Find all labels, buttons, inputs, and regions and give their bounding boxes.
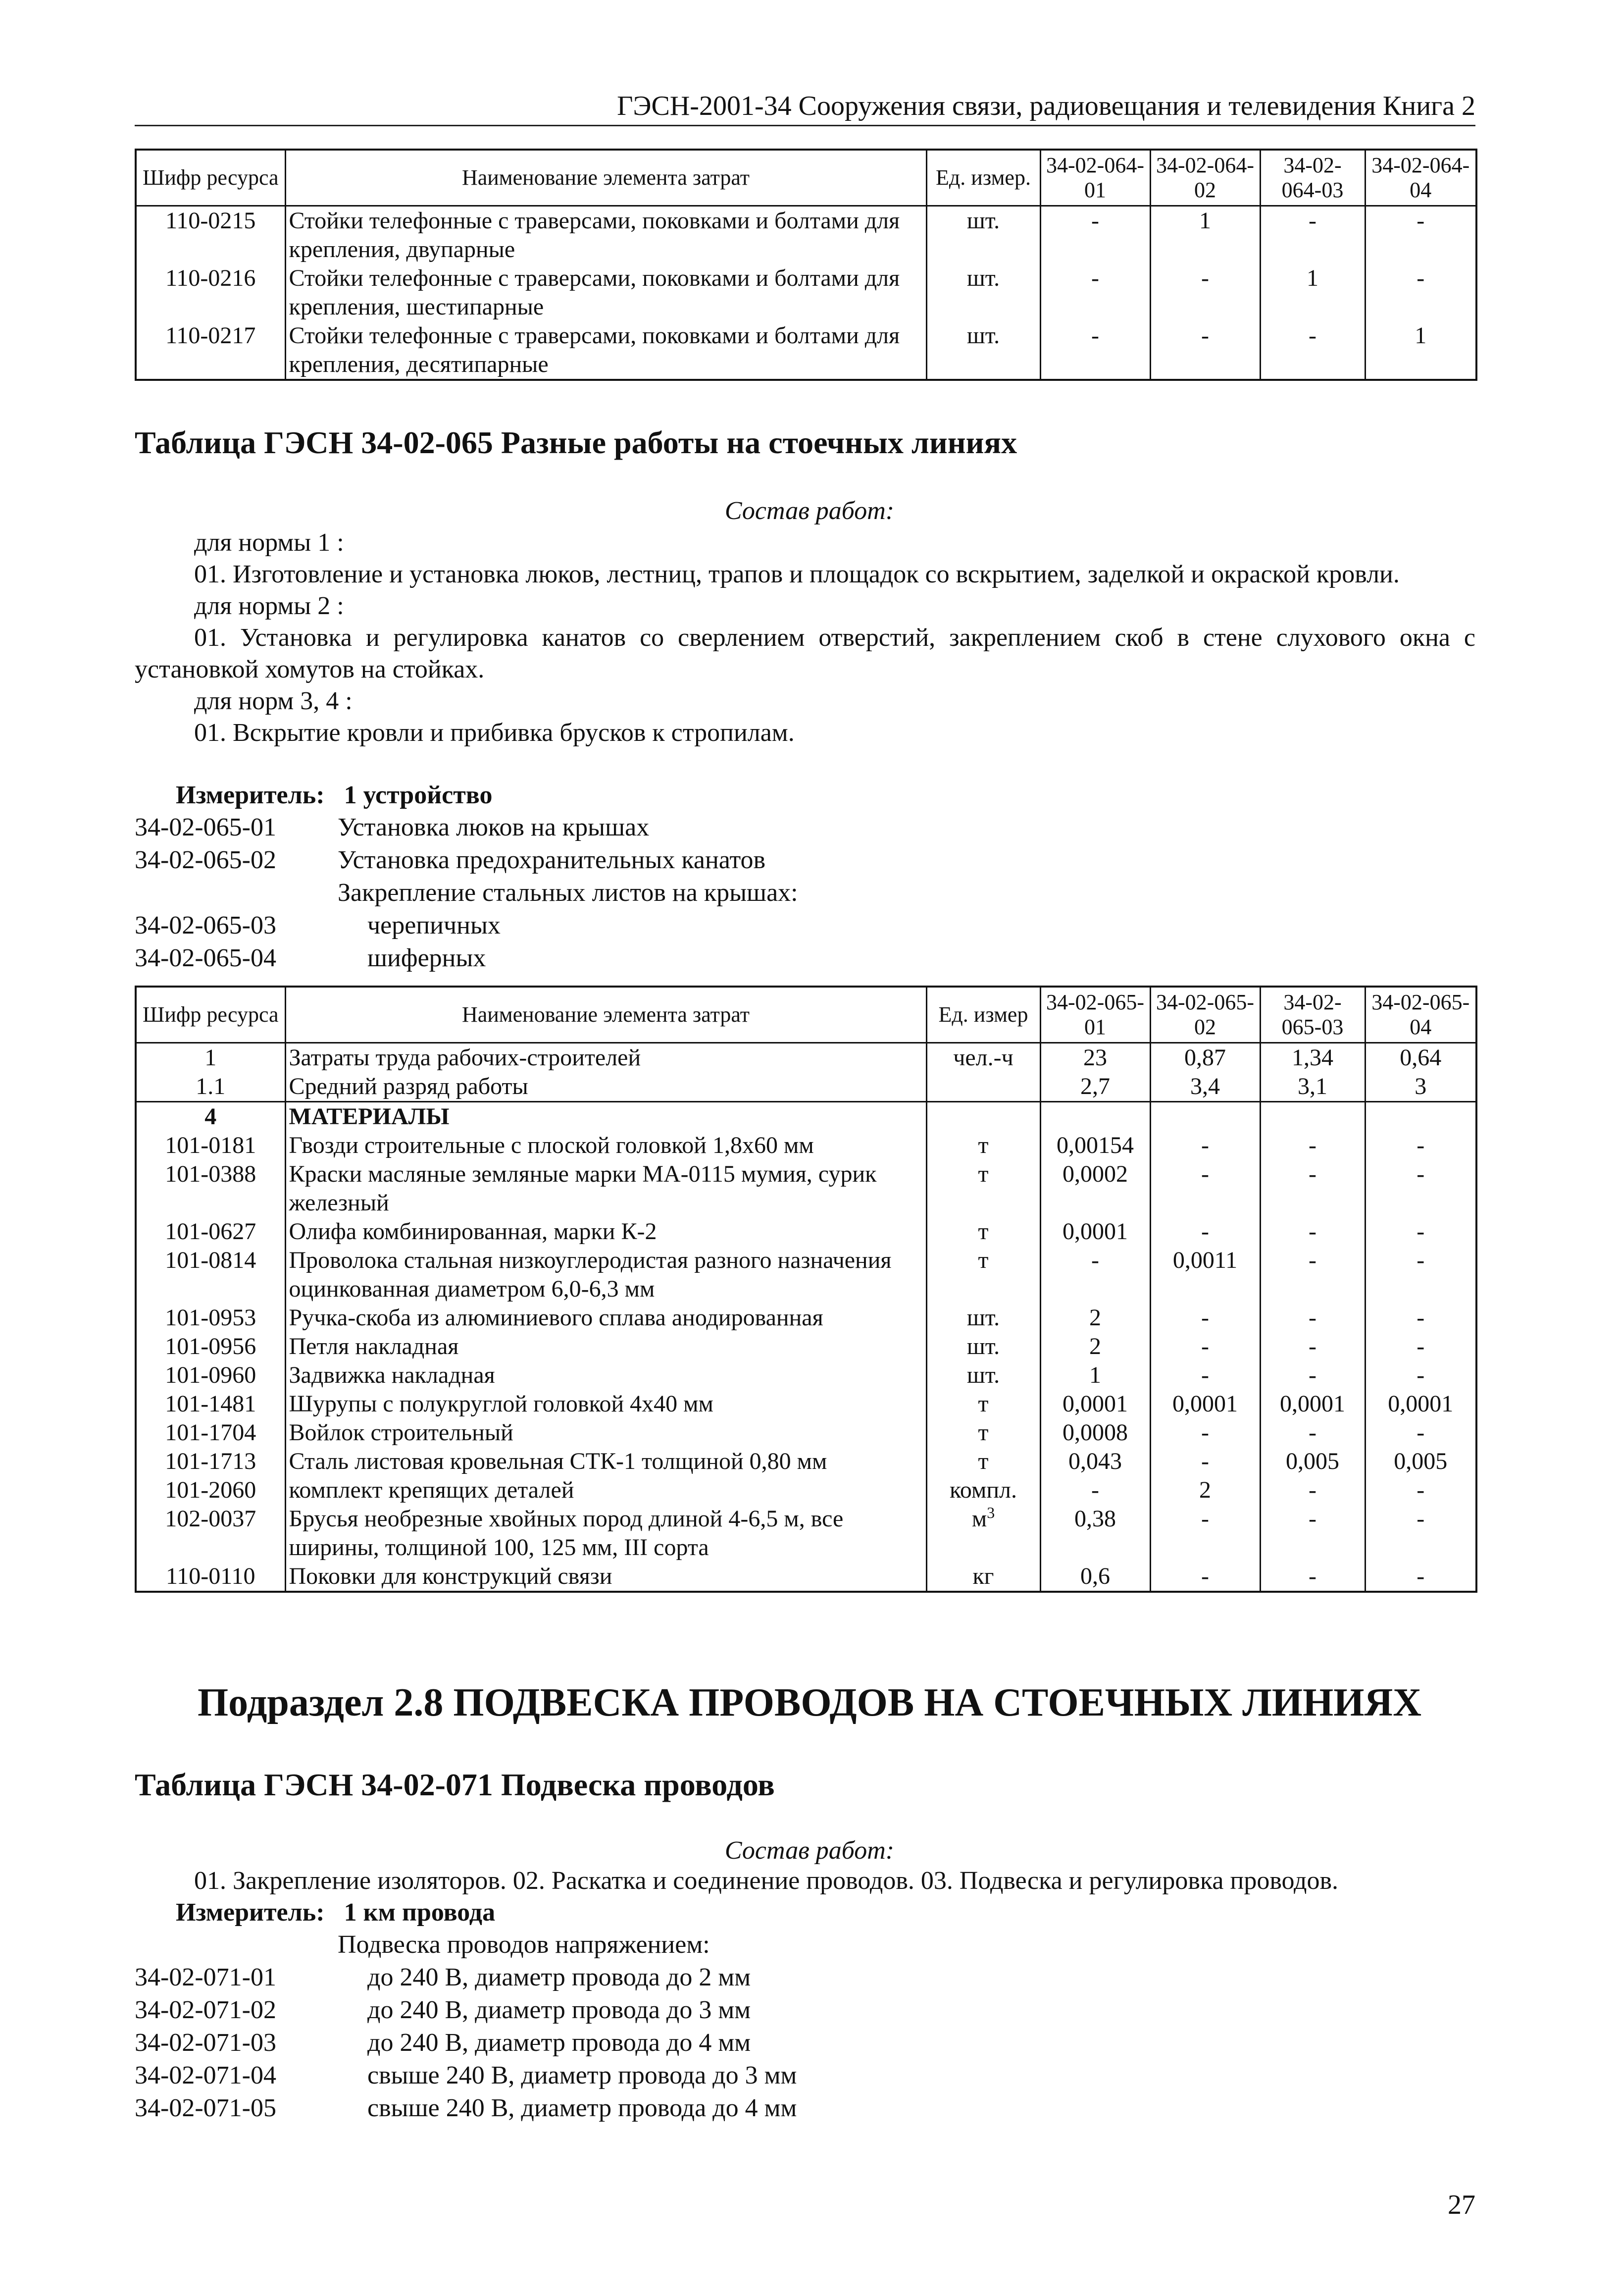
unit-cell: т [926, 1246, 1040, 1304]
table-row [136, 1043, 1476, 1073]
norm-4-value-cell: - [1365, 1217, 1476, 1246]
cost-element-cell: Войлок строительный [285, 1418, 926, 1447]
norm-4-value-cell: 0,0001 [1365, 1390, 1476, 1418]
list-intro-text: Подвеска проводов напряжением: [338, 1931, 710, 1959]
norm-4-value-cell: 1 [1365, 321, 1476, 380]
list-intro [135, 1929, 797, 1961]
list-item [135, 2092, 797, 2125]
unit-cell: шт. [926, 1304, 1040, 1332]
norm-3-value-cell: 1,34 [1260, 1043, 1365, 1073]
norm-3-value-cell: 3,1 [1260, 1072, 1365, 1102]
norm-3-value-cell: - [1260, 1505, 1365, 1562]
col-header-name: Наименование элемента затрат [285, 150, 926, 206]
norm-1-value-cell: 0,0001 [1040, 1390, 1150, 1418]
norm-2-value-cell [1150, 1102, 1260, 1132]
norm34-label: для норм 3, 4 : [194, 687, 353, 715]
table-row [136, 206, 1476, 264]
subsection-title: Подраздел 2.8 ПОДВЕСКА ПРОВОДОВ НА СТОЕЧНЫХ ЛИНИЯХ [197, 1681, 1422, 1724]
norm-code [135, 877, 338, 909]
measure-label-071: Измеритель: [176, 1898, 325, 1927]
col-header-norm-4: 34-02-065-04 [1365, 987, 1476, 1043]
resource-code-cell: 4 [136, 1102, 285, 1132]
resource-code-cell: 101-0181 [136, 1131, 285, 1160]
norm-3-value-cell: 0,0001 [1260, 1390, 1365, 1418]
norm-2-value-cell: 1 [1150, 206, 1260, 264]
norm1-text: 01. Изготовление и установка люков, лестниц, трапов и площадок со вскрытием, заделкой и окраской кровли. [194, 560, 1400, 588]
unit-cell: т [926, 1217, 1040, 1246]
norm-code: 34-02-065-02 [135, 846, 276, 874]
norm-code: 34-02-071-05 [135, 2094, 276, 2122]
table-row [136, 1217, 1476, 1246]
norm-text: шиферных [367, 944, 486, 972]
table-row [136, 1361, 1476, 1390]
unit-cell [926, 1072, 1040, 1102]
norm-4-value-cell: - [1365, 1246, 1476, 1304]
col-header-norm-2: 34-02-064-02 [1150, 150, 1260, 206]
unit-cell: т [926, 1418, 1040, 1447]
norm-1-value-cell: 0,00154 [1040, 1131, 1150, 1160]
unit-cell: т [926, 1390, 1040, 1418]
cost-element-cell: Ручка-скоба из алюминиевого сплава анодированная [285, 1304, 926, 1332]
resource-code-cell: 101-2060 [136, 1476, 285, 1505]
list-item [135, 1994, 797, 2027]
resource-code-cell: 101-0814 [136, 1246, 285, 1304]
norm34-text: 01. Вскрытие кровли и прибивка брусков к стропилам. [194, 719, 795, 747]
cost-element-cell: Олифа комбинированная, марки К-2 [285, 1217, 926, 1246]
norm-text: до 240 В, диаметр провода до 4 мм [367, 2029, 751, 2057]
norm-text: до 240 В, диаметр провода до 2 мм [367, 1963, 751, 1991]
composition-text-071: 01. Закрепление изоляторов. 02. Раскатка и соединение проводов. 03. Подвеска и регулировка проводов. [194, 1867, 1339, 1895]
resource-code-cell: 101-1704 [136, 1418, 285, 1447]
measure-065 [176, 780, 493, 811]
norm-1-value-cell: 0,6 [1040, 1562, 1150, 1592]
list-item [135, 877, 798, 909]
table-row [136, 1072, 1476, 1102]
norm-4-value-cell: - [1365, 206, 1476, 264]
norm-list-071 [135, 1929, 797, 2125]
table-065 [135, 986, 1477, 1593]
cost-element-cell: комплект крепящих деталей [285, 1476, 926, 1505]
resource-code-cell: 1 [136, 1043, 285, 1073]
norm-1-value-cell [1040, 1102, 1150, 1132]
norm-1-value-cell: - [1040, 321, 1150, 380]
cost-element-cell: Брусья необрезные хвойных пород длиной 4-6,5 м, все ширины, толщиной 100, 125 мм, III сорта [285, 1505, 926, 1562]
measure-value-065: 1 устройство [344, 781, 493, 809]
norm-2-value-cell: - [1150, 1562, 1260, 1592]
running-header: ГЭСН-2001-34 Сооружения связи, радиовещания и телевидения Книга 2 [135, 89, 1475, 126]
unit-cell: шт. [926, 1361, 1040, 1390]
norm-4-value-cell: - [1365, 1332, 1476, 1361]
norm-2-value-cell: - [1150, 1447, 1260, 1476]
table-row [136, 1131, 1476, 1160]
norm-2-value-cell: - [1150, 1160, 1260, 1217]
norm-2-value-cell: - [1150, 1332, 1260, 1361]
norm-1-value-cell: 2 [1040, 1304, 1150, 1332]
measure-071 [176, 1897, 495, 1929]
norm-code: 34-02-071-03 [135, 2029, 276, 2057]
composition-label-071: Состав работ: [724, 1836, 895, 1865]
norm-3-value-cell: - [1260, 1332, 1365, 1361]
resource-code-cell: 102-0037 [136, 1505, 285, 1562]
norm-4-value-cell: - [1365, 1476, 1476, 1505]
resource-code-cell: 101-0627 [136, 1217, 285, 1246]
col-header-code: Шифр ресурса [136, 150, 285, 206]
table-row [136, 1246, 1476, 1304]
norm2-label: для нормы 2 : [194, 592, 344, 620]
resource-code-cell: 101-0388 [136, 1160, 285, 1217]
norm-3-value-cell: - [1260, 1418, 1365, 1447]
col-header-norm-4: 34-02-064-04 [1365, 150, 1476, 206]
cost-element-cell: Сталь листовая кровельная СТК-1 толщиной 0,80 мм [285, 1447, 926, 1476]
table-row [136, 321, 1476, 380]
norm-text: до 240 В, диаметр провода до 3 мм [367, 1996, 751, 2024]
norm-4-value-cell: - [1365, 1418, 1476, 1447]
norm-1-value-cell: - [1040, 1246, 1150, 1304]
table-row [136, 1390, 1476, 1418]
norm-4-value-cell: - [1365, 1361, 1476, 1390]
norm-1-value-cell: 0,0001 [1040, 1217, 1150, 1246]
col-header-norm-1: 34-02-065-01 [1040, 987, 1150, 1043]
col-header-unit: Ед. измер [926, 987, 1040, 1043]
unit-cell: шт. [926, 321, 1040, 380]
resource-code-cell: 110-0110 [136, 1562, 285, 1592]
resource-code-cell: 1.1 [136, 1072, 285, 1102]
norm-4-value-cell: 0,64 [1365, 1043, 1476, 1073]
norm-2-value-cell: - [1150, 1131, 1260, 1160]
cost-element-cell: Затраты труда рабочих-строителей [285, 1043, 926, 1073]
resource-code-cell: 110-0216 [136, 264, 285, 321]
norm-4-value-cell: - [1365, 1131, 1476, 1160]
list-item [135, 909, 798, 942]
unit-superscript: 3 [987, 1504, 995, 1521]
col-header-norm-3: 34-02-065-03 [1260, 987, 1365, 1043]
norm-2-value-cell: - [1150, 1418, 1260, 1447]
table-row [136, 1102, 1476, 1132]
norm-2-value-cell: 0,0001 [1150, 1390, 1260, 1418]
table-row [136, 1418, 1476, 1447]
cost-element-cell: Петля накладная [285, 1332, 926, 1361]
cost-element-cell: Гвозди строительные с плоской головкой 1,8x60 мм [285, 1131, 926, 1160]
norm-text: Установка предохранительных канатов [338, 846, 766, 874]
col-header-unit: Ед. измер. [926, 150, 1040, 206]
unit-cell: т [926, 1447, 1040, 1476]
table-071-title: Таблица ГЭСН 34-02-071 Подвеска проводов [135, 1767, 775, 1802]
resource-code-cell: 101-0960 [136, 1361, 285, 1390]
norm-4-value-cell: - [1365, 1505, 1476, 1562]
list-item [135, 844, 798, 877]
norm-4-value-cell [1365, 1102, 1476, 1132]
table-065-title: Таблица ГЭСН 34-02-065 Разные работы на стоечных линиях [135, 425, 1017, 460]
cost-element-cell: Задвижка накладная [285, 1361, 926, 1390]
cost-element-cell: Стойки телефонные с траверсами, поковками и болтами для крепления, шестипарные [285, 264, 926, 321]
list-item [135, 811, 798, 844]
norm-2-value-cell: - [1150, 1304, 1260, 1332]
unit-cell: компл. [926, 1476, 1040, 1505]
table-row [136, 1332, 1476, 1361]
cost-element-cell: Проволока стальная низкоуглеродистая разного назначения оцинкованная диаметром 6,0-6,3 мм [285, 1246, 926, 1304]
norm1-label: для нормы 1 : [194, 528, 344, 557]
norm-1-value-cell: - [1040, 1476, 1150, 1505]
resource-code-cell: 101-1713 [136, 1447, 285, 1476]
norm-text: Установка люков на крышах [338, 813, 650, 841]
norm-code: 34-02-065-03 [135, 911, 276, 939]
norm-3-value-cell: - [1260, 1217, 1365, 1246]
norm-1-value-cell: - [1040, 206, 1150, 264]
table-row [136, 1160, 1476, 1217]
norm-code: 34-02-071-02 [135, 1996, 276, 2024]
norm-1-value-cell: - [1040, 264, 1150, 321]
norm-4-value-cell: 3 [1365, 1072, 1476, 1102]
norm-code: 34-02-071-01 [135, 1963, 276, 1991]
composition-label-065: Состав работ: [724, 497, 895, 525]
table-row [136, 1304, 1476, 1332]
table-row [136, 264, 1476, 321]
norm-4-value-cell: - [1365, 264, 1476, 321]
norm-1-value-cell: 23 [1040, 1043, 1150, 1073]
norm-4-value-cell: 0,005 [1365, 1447, 1476, 1476]
resource-code-cell: 110-0217 [136, 321, 285, 380]
list-item [135, 2059, 797, 2092]
norm-4-value-cell: - [1365, 1160, 1476, 1217]
norm-2-value-cell: 3,4 [1150, 1072, 1260, 1102]
measure-label-065: Измеритель: [176, 781, 325, 809]
norm-2-value-cell: - [1150, 264, 1260, 321]
page-number: 27 [1448, 2190, 1475, 2220]
unit-cell: $м^3$ [926, 1505, 1040, 1562]
norm-3-value-cell: 1 [1260, 264, 1365, 321]
measure-value-071: 1 км провода [344, 1898, 496, 1927]
list-item [135, 942, 798, 975]
norm-3-value-cell: - [1260, 1131, 1365, 1160]
norm-3-value-cell: - [1260, 1246, 1365, 1304]
norm-3-value-cell: - [1260, 206, 1365, 264]
norm-3-value-cell: - [1260, 1304, 1365, 1332]
norm-list-065 [135, 811, 798, 975]
unit-cell: т [926, 1160, 1040, 1217]
col-header-norm-2: 34-02-065-02 [1150, 987, 1260, 1043]
unit-cell: чел.-ч [926, 1043, 1040, 1073]
norm-2-value-cell: - [1150, 1361, 1260, 1390]
table-row [136, 1505, 1476, 1562]
cost-element-cell: МАТЕРИАЛЫ [285, 1102, 926, 1132]
norm-1-value-cell: 0,043 [1040, 1447, 1150, 1476]
resource-code-cell: 101-0956 [136, 1332, 285, 1361]
norm-2-value-cell: 0,0011 [1150, 1246, 1260, 1304]
table-064-continuation [135, 149, 1477, 381]
norm-text: свыше 240 В, диаметр провода до 4 мм [367, 2094, 797, 2122]
col-header-norm-3: 34-02-064-03 [1260, 150, 1365, 206]
cost-element-cell: Стойки телефонные с траверсами, поковками и болтами для крепления, десятипарные [285, 321, 926, 380]
table-row [136, 1476, 1476, 1505]
unit-cell: кг [926, 1562, 1040, 1592]
norm2-text: 01. Установка и регулировка канатов со сверлением отверстий, закреплением скоб в стене слухового окна с установкой хомутов на стойках. [135, 624, 1475, 683]
norm-2-value-cell: 0,87 [1150, 1043, 1260, 1073]
col-header-norm-1: 34-02-064-01 [1040, 150, 1150, 206]
unit-cell: шт. [926, 1332, 1040, 1361]
norm-1-value-cell: 0,38 [1040, 1505, 1150, 1562]
norm-1-value-cell: 2,7 [1040, 1072, 1150, 1102]
norm-text: Закрепление стальных листов на крышах: [338, 879, 798, 907]
norm-1-value-cell: 2 [1040, 1332, 1150, 1361]
norm-text: свыше 240 В, диаметр провода до 3 мм [367, 2061, 797, 2089]
col-header-code: Шифр ресурса [136, 987, 285, 1043]
norm-4-value-cell: - [1365, 1304, 1476, 1332]
unit-cell: шт. [926, 264, 1040, 321]
norm-2-value-cell: 2 [1150, 1476, 1260, 1505]
unit-cell: шт. [926, 206, 1040, 264]
norm-2-value-cell: - [1150, 1505, 1260, 1562]
norm-code: 34-02-065-01 [135, 813, 276, 841]
cost-element-cell: Поковки для конструкций связи [285, 1562, 926, 1592]
unit-cell [926, 1102, 1040, 1132]
norm-3-value-cell: - [1260, 321, 1365, 380]
resource-code-cell: 110-0215 [136, 206, 285, 264]
norm-3-value-cell [1260, 1102, 1365, 1132]
list-item [135, 1961, 797, 1994]
cost-element-cell: Стойки телефонные с траверсами, поковками и болтами для крепления, двупарные [285, 206, 926, 264]
norm-code: 34-02-071-04 [135, 2061, 276, 2089]
unit-cell: т [926, 1131, 1040, 1160]
norm-3-value-cell: - [1260, 1160, 1365, 1217]
list-item [135, 2027, 797, 2059]
norm-1-value-cell: 1 [1040, 1361, 1150, 1390]
table-row [136, 1447, 1476, 1476]
cost-element-cell: Средний разряд работы [285, 1072, 926, 1102]
norm-3-value-cell: - [1260, 1562, 1365, 1592]
norm-1-value-cell: 0,0008 [1040, 1418, 1150, 1447]
norm-2-value-cell: - [1150, 1217, 1260, 1246]
cost-element-cell: Шурупы с полукруглой головкой 4x40 мм [285, 1390, 926, 1418]
resource-code-cell: 101-1481 [136, 1390, 285, 1418]
norm-3-value-cell: - [1260, 1476, 1365, 1505]
norm-1-value-cell: 0,0002 [1040, 1160, 1150, 1217]
table-row [136, 1562, 1476, 1592]
norm-2-value-cell: - [1150, 321, 1260, 380]
resource-code-cell: 101-0953 [136, 1304, 285, 1332]
norm-4-value-cell: - [1365, 1562, 1476, 1592]
norm-text: черепичных [367, 911, 501, 939]
col-header-name: Наименование элемента затрат [285, 987, 926, 1043]
norm-code: 34-02-065-04 [135, 944, 276, 972]
norm-3-value-cell: - [1260, 1361, 1365, 1390]
norm-3-value-cell: 0,005 [1260, 1447, 1365, 1476]
cost-element-cell: Краски масляные земляные марки МА-0115 мумия, сурик железный [285, 1160, 926, 1217]
